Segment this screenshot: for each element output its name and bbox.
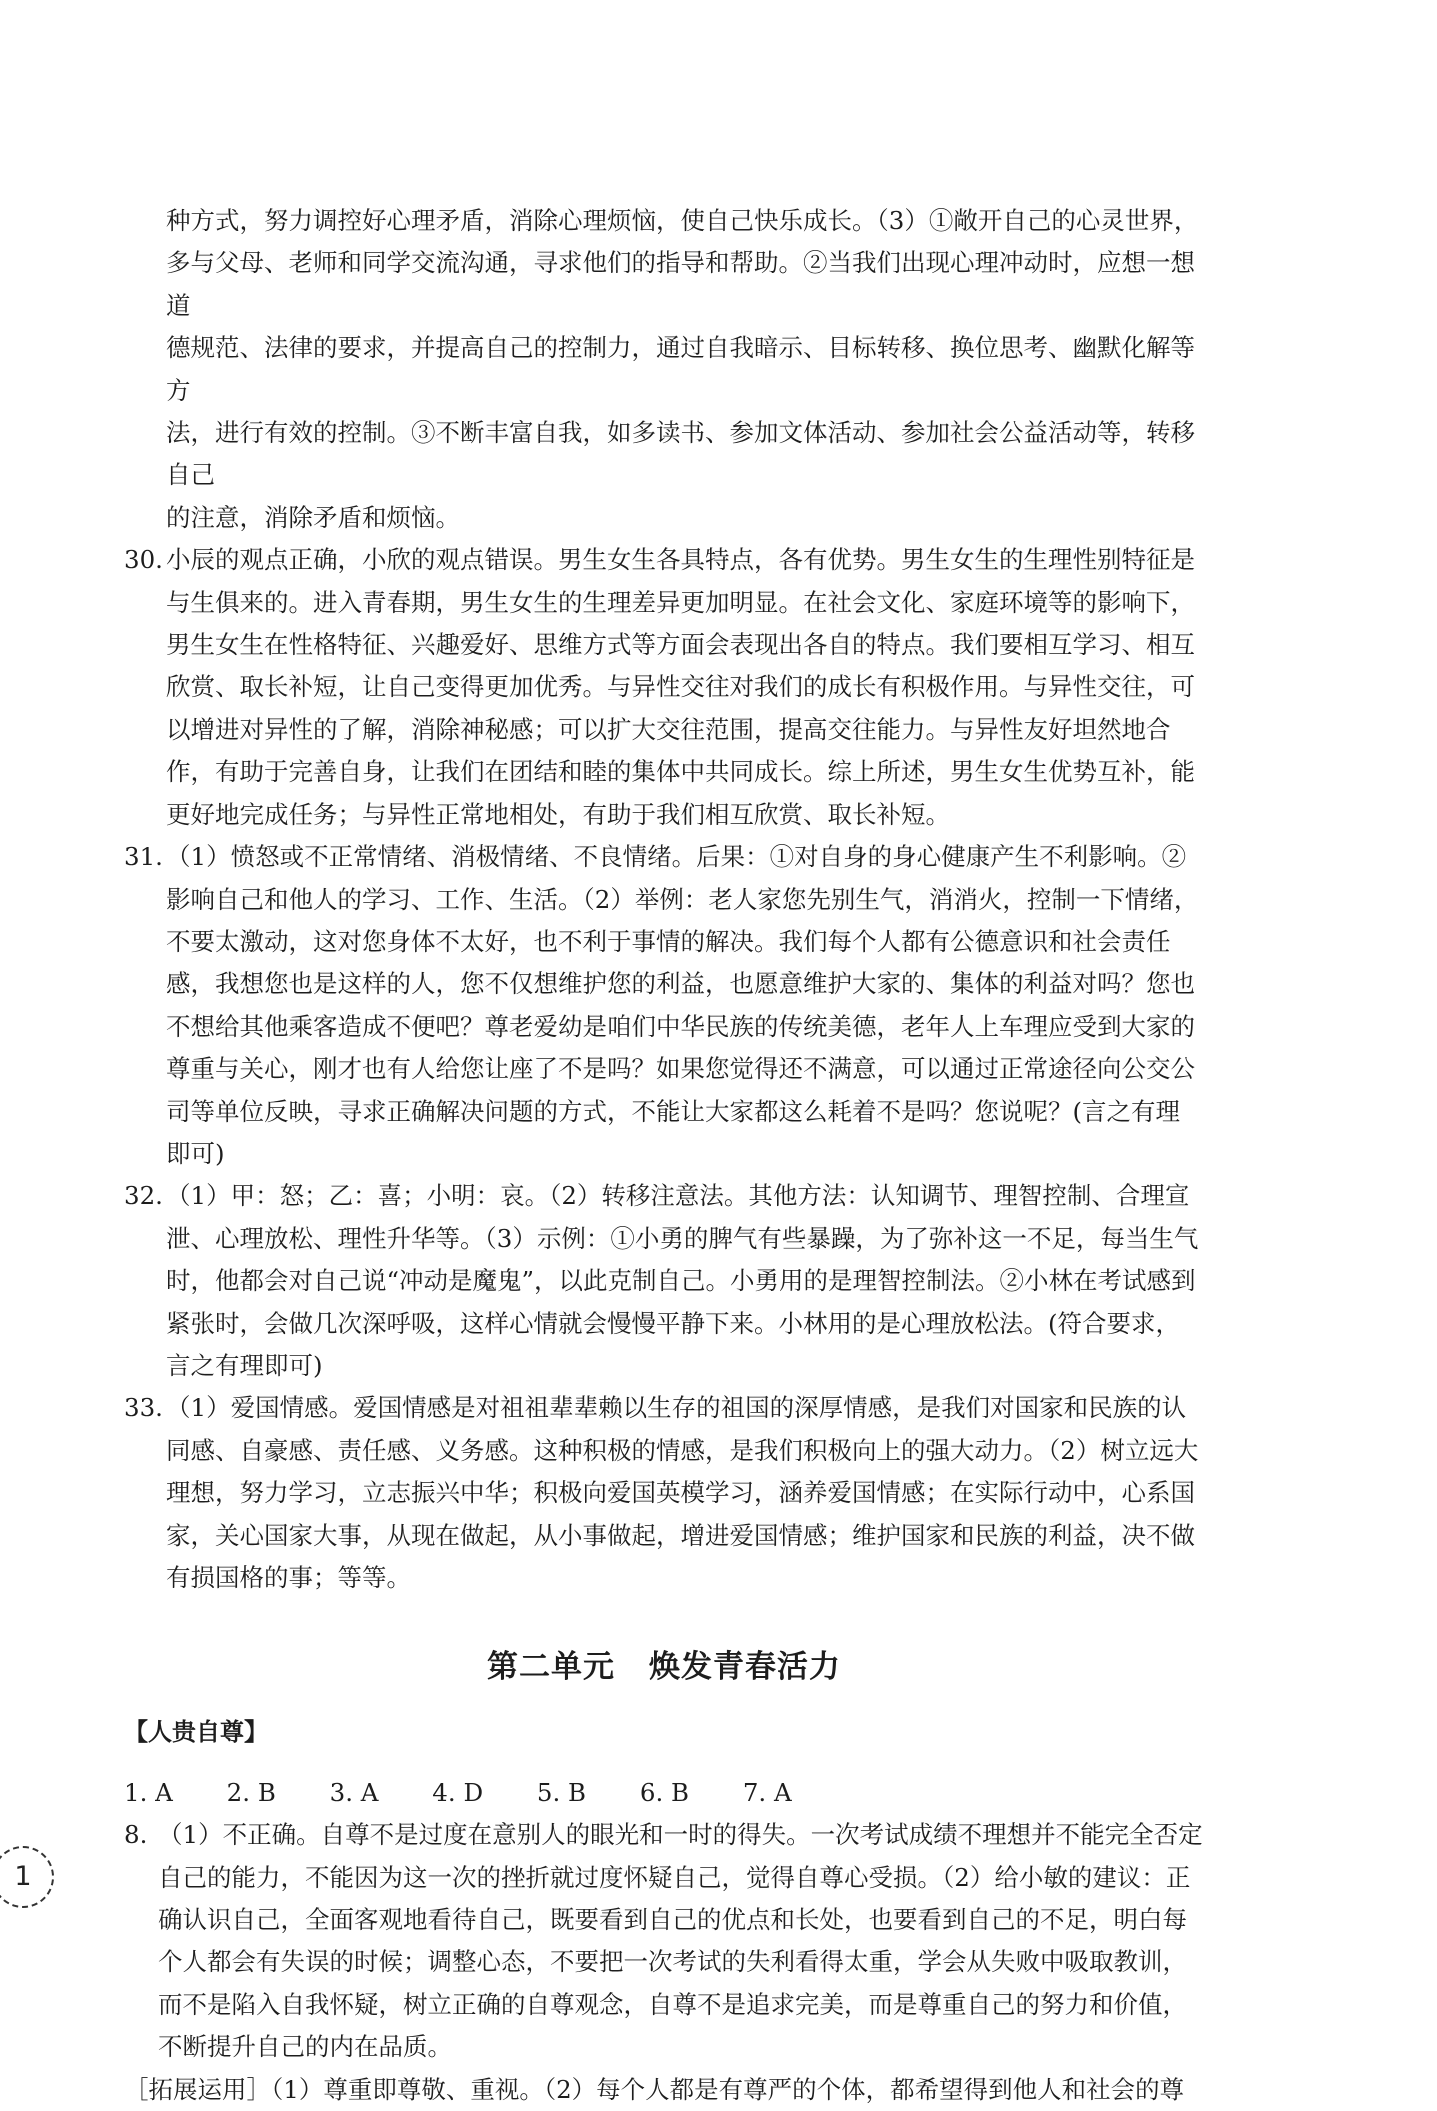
question-number: 31. [124,842,163,872]
mc-answer: 2. B [226,1777,276,1807]
mc-answer: 5. B [536,1777,587,1807]
mc-answer: 3. A [329,1777,379,1807]
answer-page [124,200,1204,2111]
answer-32 [124,1175,1204,1387]
extension-label: ［拓展运用］ [124,2074,271,2104]
page-number: 1 [0,1846,54,1908]
answer-30 [124,539,1204,836]
mc-answer: 4. D [432,1777,484,1807]
mc-answer: 6. B [639,1777,690,1807]
continuation-line: 德规范、法律的要求，并提高自己的控制力，通过自我暗示、目标转移、换位思考、幽默化解等方 [166,333,1195,405]
answer-text: （1）不正确。自尊不是过度在意别人的眼光和一时的得失。一次考试成绩不理想并不能完全否定自己的能力，不能因为这一次的挫折就过度怀疑自己，觉得自尊心受损。（2）给小敏的建议：正确认识自己，全面客观地看待自己，既要看到自己的优点和长处，也要看到自己的不足，明白每个人都会有失误的时候；调整心态，不要把一次考试的失利看得太重，学会从失败中吸取教训，而不是陷入自我怀疑，树立正确的自尊观念，自尊不是追求完美，而是尊重自己的努力和价值，不断提升自己的内在品质。 [158,1820,1203,2062]
extension-application [124,2069,1204,2111]
answer-8 [124,1814,1204,2068]
continuation-line: 多与父母、老师和同学交流沟通，寻求他们的指导和帮助。②当我们出现心理冲动时，应想一想道 [166,248,1195,320]
section-heading: 【人贵自尊】 [124,1718,268,1747]
extension-text: （1）尊重即尊敬、重视。（2）每个人都是有尊严的个体，都希望得到他人和社会的尊 [271,2074,1185,2104]
question-number: 30. [124,545,163,575]
answer-text: 小辰的观点正确，小欣的观点错误。男生女生各具特点，各有优势。男生女生的生理性别特征是与生俱来的。进入青春期，男生女生的生理差异更加明显。在社会文化、家庭环境等的影响下，男生女生在性格特征、兴趣爱好、思维方式等方面会表现出各自的特点。我们要相互学习、相互欣赏、取长补短，让自己变得更加优秀。与异性交往对我们的成长有积极作用。与异性交往，可以增进对异性的了解，消除神秘感；可以扩大交往范围，提高交往能力。与异性友好坦然地合作，有助于完善自身，让我们在团结和睦的集体中共同成长。综上所述，男生女生优势互补，能更好地完成任务；与异性正常地相处，有助于我们相互欣赏、取长补短。 [166,545,1195,829]
answer-text: （1）甲：怒；乙：喜；小明：哀。（2）转移注意法。其他方法：认知调节、理智控制、合理宣泄、心理放松、理性升华等。（3）示例：①小勇的脾气有些暴躁，为了弥补这一不足，每当生气时，他都会对自己说“冲动是魔鬼”，以此克制自己。小勇用的是理智控制法。②小林在考试感到紧张时，会做几次深呼吸，这样心情就会慢慢平静下来。小林用的是心理放松法。(符合要求，言之有理即可) [166,1181,1199,1380]
mc-answer: 7. A [742,1777,792,1807]
continuation-line: 的注意，消除矛盾和烦恼。 [166,502,460,532]
unit-number: 第二单元 [487,1649,615,1686]
question-number: 8. [124,1820,148,1850]
multiple-choice-answers [124,1772,1204,1814]
answer-33 [124,1387,1204,1599]
question-number: 33. [124,1393,163,1423]
answer-text: （1）爱国情感。爱国情感是对祖祖辈辈赖以生存的祖国的深厚情感，是我们对国家和民族的认同感、自豪感、责任感、义务感。这种积极的情感，是我们积极向上的强大动力。（2）树立远大理想，努力学习，立志振兴中华；积极向爱国英模学习，涵养爱国情感；在实际行动中，心系国家，关心国家大事，从现在做起，从小事做起，增进爱国情感；维护国家和民族的利益，决不做有损国格的事；等等。 [166,1393,1199,1592]
mc-answer: 1. A [124,1777,173,1807]
answer-31 [124,836,1204,1175]
unit-name: 焕发青春活力 [649,1649,841,1686]
question-number: 32. [124,1181,163,1211]
continuation-line: 法，进行有效的控制。③不断丰富自我，如多读书、参加文体活动、参加社会公益活动等，转移自己 [166,418,1195,490]
continuation-paragraph [124,200,1204,539]
unit-title [124,1645,1204,1689]
answer-text: （1）愤怒或不正常情绪、消极情绪、不良情绪。后果：①对自身的身心健康产生不利影响。②影响自己和他人的学习、工作、生活。（2）举例：老人家您先别生气，消消火，控制一下情绪，不要太激动，这对您身体不太好，也不利于事情的解决。我们每个人都有公德意识和社会责任感，我想您也是这样的人，您不仅想维护您的利益，也愿意维护大家的、集体的利益对吗？您也不想给其他乘客造成不便吧？尊老爱幼是咱们中华民族的传统美德，老年人上车理应受到大家的尊重与关心，刚才也有人给您让座了不是吗？如果您觉得还不满意，可以通过正常途径向公交公司等单位反映，寻求正确解决问题的方式，不能让大家都这么耗着不是吗？您说呢？(言之有理即可) [166,842,1199,1168]
continuation-line: 种方式，努力调控好心理矛盾，消除心理烦恼，使自己快乐成长。（3）①敞开自己的心灵世界， [166,206,1199,235]
